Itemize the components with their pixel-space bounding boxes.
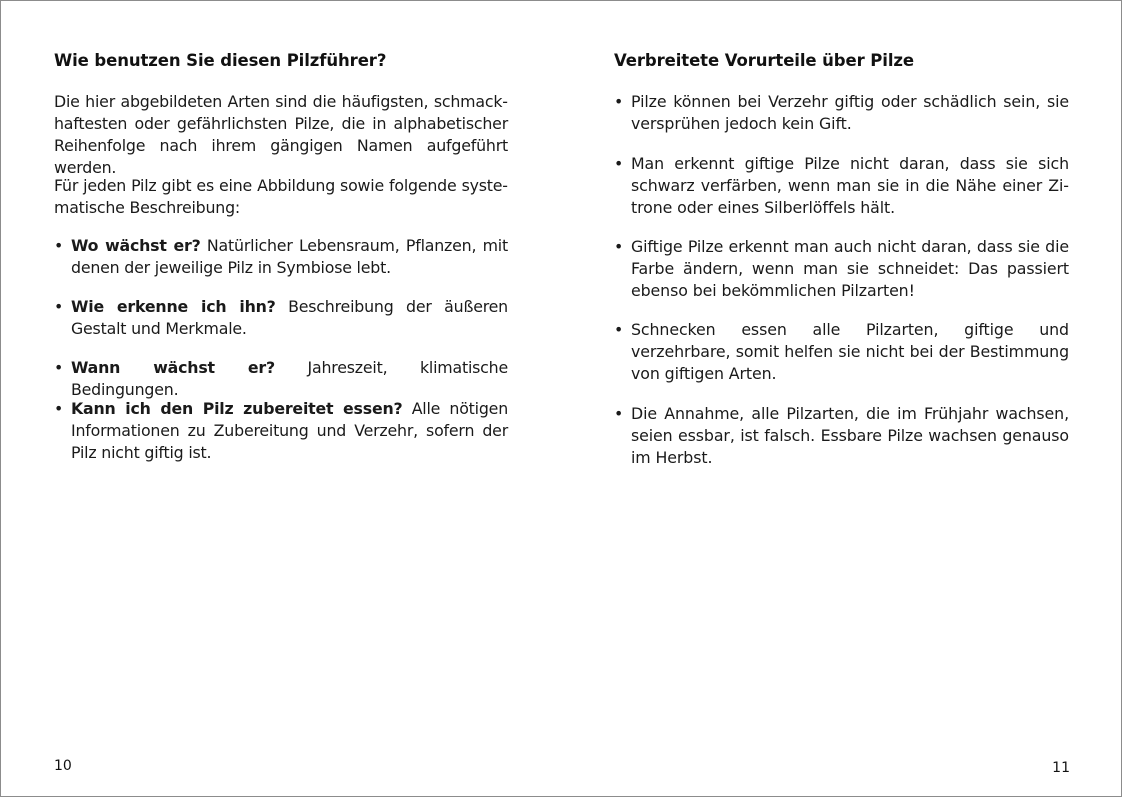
bullet-icon: • [614, 404, 624, 423]
bullet-item-when [54, 357, 508, 401]
right-page [614, 1, 1069, 796]
bullet-text: Man erkennt giftige Pilze nicht daran, dass sie sich schwarz verfärben, wenn man sie in die Nähe einer Zitrone oder eines Silberlöffels hält. [631, 154, 1069, 217]
left-page-heading: Wie benutzen Sie diesen Pilzführer? [54, 51, 387, 70]
bullet-label: Wann wächst er? [71, 358, 275, 377]
bullet-item-discoloration [614, 153, 1069, 219]
bullet-label: Kann ich den Pilz zubereitet essen? [71, 399, 403, 418]
bullet-text: Natürlicher Lebensraum, Pflanzen, mit denen der jeweilige Pilz in Symbiose lebt. [71, 236, 508, 277]
bullet-item-poison-spray [614, 91, 1069, 135]
bullet-text: Alle nötigen Informationen zu Zubereitung und Verzehr, sofern der Pilz nicht giftig ist. [71, 399, 509, 462]
bullet-icon: • [614, 92, 624, 111]
right-page-heading: Verbreitete Vorurteile über Pilze [614, 51, 914, 70]
page-number-left: 10 [54, 758, 72, 774]
bullet-item-spring [614, 403, 1069, 469]
bullet-icon: • [54, 358, 64, 377]
description-paragraph: Für jeden Pilz gibt es eine Abbildung sowie folgende systematische Beschreibung: [54, 176, 508, 217]
bullet-text: Die Annahme, alle Pilzarten, die im Frühjahr wachsen, seien essbar, ist falsch. Essbare Pilze wachsen genauso im Herbst. [631, 404, 1069, 467]
bullet-item-where [54, 235, 508, 279]
bullet-icon: • [614, 154, 624, 173]
intro-paragraph: Die hier abgebildeten Arten sind die häufigsten, schmackhaftesten oder gefährlichsten Pilze, die in alphabetischer Reihenfolge nach ihrem gängigen Namen aufgeführt werden. [54, 92, 508, 177]
bullet-icon: • [614, 320, 624, 339]
bullet-item-identify [54, 296, 508, 340]
bullet-text: Beschreibung der äußeren Gestalt und Merkmale. [71, 297, 508, 338]
bullet-text: Schnecken essen alle Pilzarten, giftige und verzehrbare, somit helfen sie nicht bei der Bestimmung von giftigen Arten. [631, 320, 1069, 383]
page-number-right: 11 [1052, 760, 1070, 776]
bullet-icon: • [54, 236, 64, 255]
bullet-icon: • [54, 399, 64, 418]
bullet-icon: • [54, 297, 64, 316]
bullet-label: Wo wächst er? [71, 236, 201, 255]
bullet-text: Giftige Pilze erkennt man auch nicht daran, dass sie die Farbe ändern, wenn man sie schneidet: Das passiert ebenso bei bekömmlichen Pilzarten! [631, 237, 1069, 300]
bullet-item-color-change [614, 236, 1069, 302]
bullet-item-snails [614, 319, 1069, 385]
left-page [54, 1, 508, 796]
bullet-item-edible [54, 398, 508, 464]
bullet-text: Jahreszeit, klimatische Bedingungen. [71, 358, 508, 399]
bullet-label: Wie erkenne ich ihn? [71, 297, 276, 316]
bullet-icon: • [614, 237, 624, 256]
bullet-text: Pilze können bei Verzehr giftig oder schädlich sein, sie versprühen jedoch kein Gift. [631, 92, 1069, 133]
